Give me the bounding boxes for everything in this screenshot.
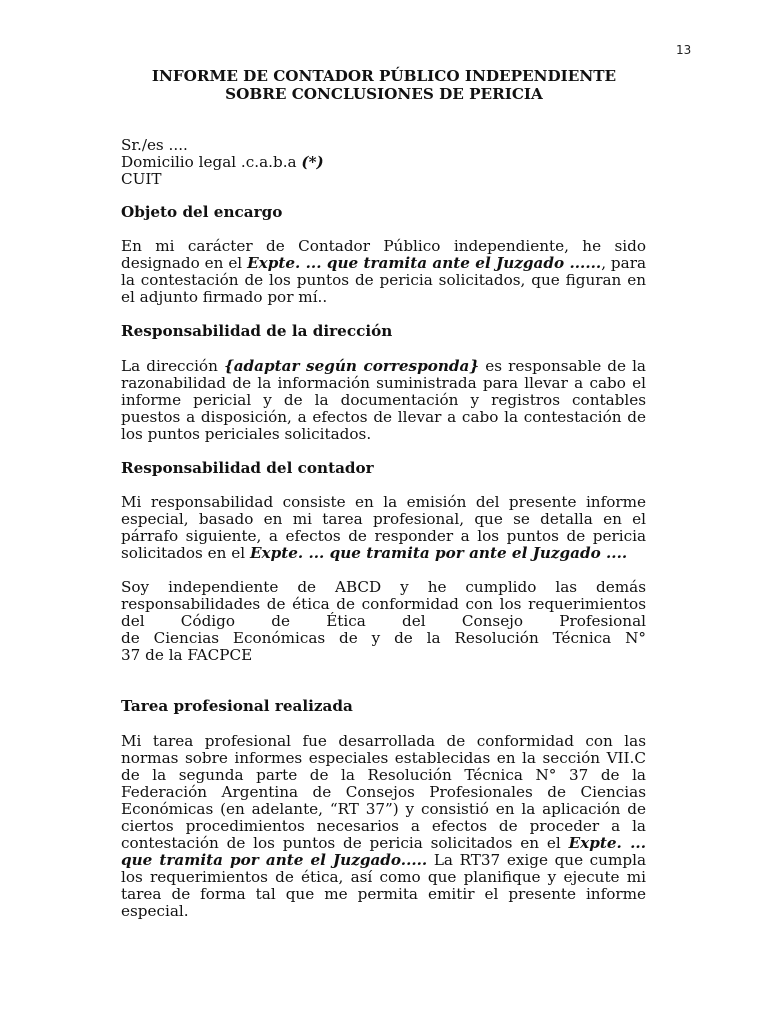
addressee-name: Sr./es ....: [121, 136, 188, 154]
objeto-paragraph: [121, 238, 646, 306]
contador-text: Mi responsabilidad consiste en la emisión del presente informe especial, basado en mi tarea profesional, que se detalla en el párrafo siguiente, a efectos de responder a los puntos de pericia solicitados en el: [121, 493, 646, 562]
independence-line-2: responsabilidades de ética de conformidad con los requerimientos: [121, 595, 646, 613]
addressee-block: [121, 137, 646, 188]
title-line-1: INFORME DE CONTADOR PÚBLICO INDEPENDIENTE: [151, 67, 617, 85]
direccion-heading: Responsabilidad de la dirección: [121, 322, 393, 340]
addressee-cuit: CUIT: [121, 170, 162, 188]
objeto-text-end: , para la contestación de los puntos de pericia solicitados, que figuran en el adjunto firmado por mí..: [121, 254, 647, 306]
direccion-paragraph: [121, 358, 646, 443]
contador-expediente: Expte. ... que tramita por ante el Juzgado ....: [249, 544, 628, 562]
direccion-text-end: es responsable de la razonabilidad de la información suministrada para llevar a cabo el informe pericial y de la documentación y registros contables puestos a disposición, a efectos de llevar a cabo la contestación de los puntos periciales solicitados.: [121, 357, 646, 443]
domicile-mark: (*): [301, 153, 324, 171]
independence-line-3: del Código de Ética del Consejo Profesional: [121, 612, 646, 630]
independence-line-5: 37 de la FACPCE: [121, 646, 253, 664]
title-line-2: SOBRE CONCLUSIONES DE PERICIA: [225, 85, 543, 103]
addressee-domicile: [121, 154, 646, 171]
independence-line-4: de Ciencias Económicas de y de la Resolución Técnica N°: [121, 629, 646, 647]
independence-line-1: Soy independiente de ABCD y he cumplido las demás: [121, 578, 646, 596]
tarea-heading: Tarea profesional realizada: [121, 697, 353, 715]
tarea-text-end: La RT37 exige que cumpla los requerimientos de ética, así como que planifique y ejecute mi tarea de forma tal que me permita emitir el presente informe especial.: [121, 851, 647, 920]
contador-paragraph-1: [121, 494, 646, 562]
domicile-text: Domicilio legal .c.a.b.a: [121, 153, 302, 171]
tarea-expediente: Expte. ... que tramita por ante el Juzgado.....: [121, 834, 646, 869]
direccion-adapt-note: {adaptar según corresponda}: [223, 357, 480, 375]
objeto-expediente: Expte. ... que tramita ante el Juzgado ......: [247, 254, 602, 272]
document-title: [100, 67, 668, 103]
page-number: 13: [676, 43, 692, 57]
tarea-text: Mi tarea profesional fue desarrollada de conformidad con las normas sobre informes especiales establecidas en la sección VII.C de la segunda parte de la Resolución Técnica N° 37 de la Federación Argentina de Consejos Profesionales de Ciencias Económicas (en adelante, “RT 37”) y consistió en la aplicación de ciertos procedimientos necesarios a efectos de proceder a la contestación de los puntos de pericia solicitados en el: [121, 732, 646, 852]
objeto-text: En mi carácter de Contador Público independiente, he sido designado en el: [121, 237, 646, 272]
direccion-text: La dirección: [121, 357, 224, 375]
objeto-heading: Objeto del encargo: [121, 203, 283, 221]
contador-paragraph-2: [121, 579, 646, 664]
contador-heading: Responsabilidad del contador: [121, 459, 374, 477]
tarea-paragraph: [121, 733, 646, 920]
